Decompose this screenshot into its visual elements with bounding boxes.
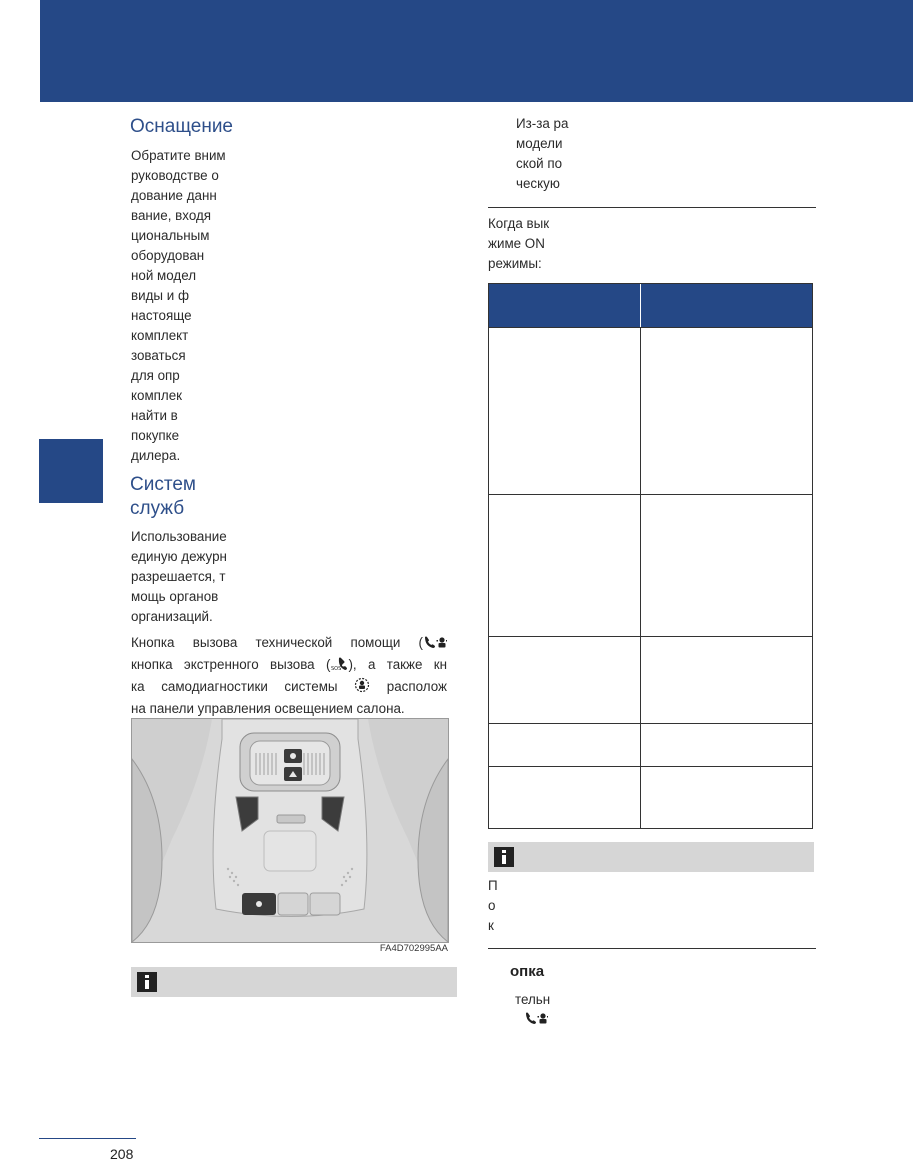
note-bar-right	[488, 842, 814, 872]
text-line: разрешается, т	[131, 569, 226, 584]
assistance-call-icon	[524, 1011, 548, 1030]
text-line: единую дежурн	[131, 549, 227, 564]
assistance-call-icon	[423, 635, 447, 655]
equipment-paragraph	[131, 146, 243, 466]
table-row-divider	[489, 723, 812, 724]
text-line: Кнопка вызова технической помощи (	[131, 633, 447, 655]
figure-code: FA4D702995AA	[379, 943, 448, 954]
text-line: зоваться	[131, 348, 186, 363]
info-icon	[494, 847, 514, 867]
text-line: ческую	[516, 176, 560, 191]
text-line: виды и ф	[131, 288, 189, 303]
table-header	[489, 284, 812, 327]
text-line: покупке	[131, 428, 180, 443]
text-line: дование данн	[131, 188, 217, 203]
heading-line: служб	[130, 498, 185, 519]
footer-rule	[39, 1138, 136, 1139]
text-line: кнопка экстренного вызова ( SOS ), а также кн	[131, 655, 447, 677]
text-line: П	[488, 878, 498, 893]
info-icon	[137, 972, 157, 992]
button-text-line: тельн	[515, 992, 551, 1007]
overhead-console-illustration	[131, 718, 449, 943]
chapter-tab	[39, 439, 103, 503]
page-number: 208	[110, 1146, 134, 1162]
heading-line: Систем	[130, 474, 196, 495]
sos-call-icon	[330, 657, 348, 677]
text-line: комплек	[131, 388, 183, 403]
text-line: режимы:	[488, 256, 542, 271]
text-line: руководстве о	[131, 168, 219, 183]
text-line: на панели управления освещением салона.	[131, 701, 405, 716]
right-top-paragraph	[516, 114, 576, 194]
text-line: жиме ON	[488, 236, 545, 251]
modes-intro-paragraph	[488, 214, 568, 274]
table-column-divider	[640, 284, 641, 828]
self-diagnosis-icon	[354, 677, 370, 699]
text-line: мощь органов	[131, 589, 219, 604]
table-row-divider	[489, 636, 812, 637]
text-line: ской по	[516, 156, 563, 171]
text-line: дилера.	[131, 448, 181, 463]
text-line: вание, входя	[131, 208, 212, 223]
header-band	[40, 0, 913, 102]
text-line: ка самодиагностики системы располож	[131, 677, 447, 699]
text-line: Обратите вним	[131, 148, 226, 163]
text-line: настояще	[131, 308, 192, 323]
text-line: ной модел	[131, 268, 197, 283]
button-subheading: опка	[510, 963, 545, 980]
svg-text:SOS: SOS	[331, 666, 342, 671]
section-heading-services	[130, 473, 196, 521]
text-line: Использование	[131, 529, 227, 544]
table-row-divider	[489, 494, 812, 495]
buttons-paragraph	[131, 633, 447, 719]
text-line: циональным	[131, 228, 210, 243]
text-line: комплект	[131, 328, 189, 343]
modes-table	[488, 283, 813, 829]
divider	[488, 948, 816, 949]
text-line: оборудован	[131, 248, 205, 263]
text-line: найти в	[131, 408, 178, 423]
divider	[488, 207, 816, 208]
text-line: для опр	[131, 368, 180, 383]
note-paragraph	[488, 876, 508, 936]
services-paragraph	[131, 527, 251, 627]
text-line: Когда вык	[488, 216, 550, 231]
table-row-divider	[489, 766, 812, 767]
text-line: Из-за ра	[516, 116, 569, 131]
text-line: к	[488, 918, 494, 933]
text-line: организаций.	[131, 609, 213, 624]
text-line: о	[488, 898, 496, 913]
section-heading-equipment: Оснащение	[130, 116, 233, 137]
text-line: модели	[516, 136, 563, 151]
table-row-divider	[489, 327, 812, 328]
note-bar-left	[131, 967, 457, 997]
